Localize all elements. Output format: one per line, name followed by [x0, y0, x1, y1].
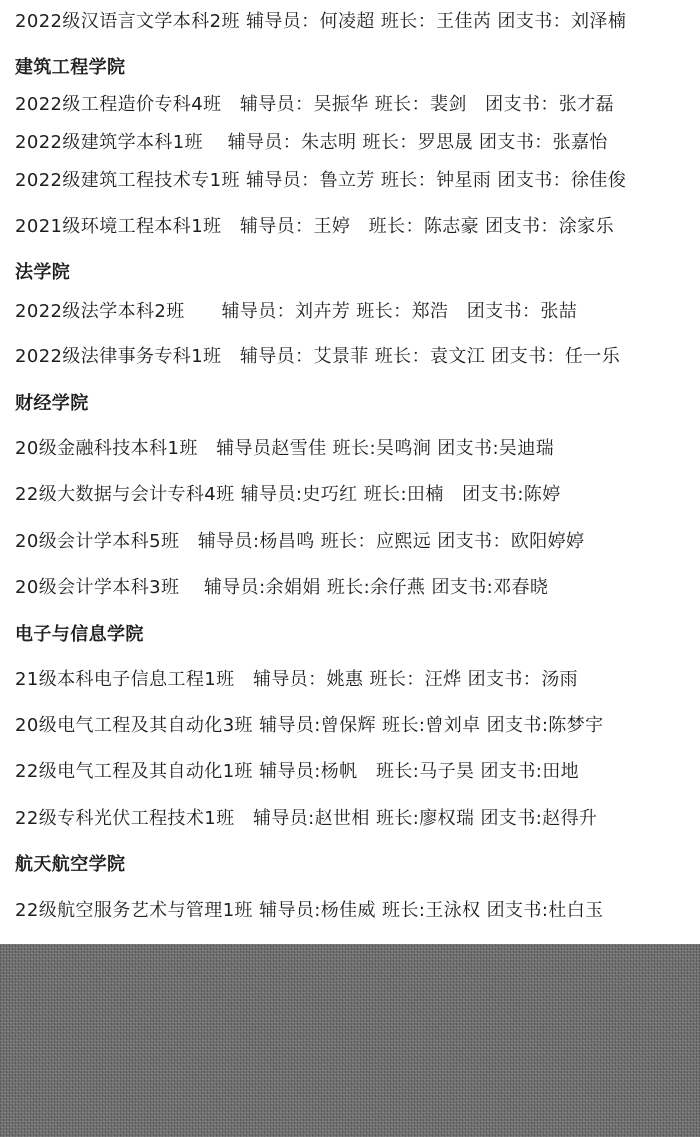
- class-entry: 2022级工程造价专科4班 辅导员：吴振华 班长：裴剑 团支书：张才磊: [15, 94, 614, 115]
- class-entry: 20级会计学本科3班 辅导员:余娟娟 班长:余仔燕 团支书:邓春晓: [15, 577, 549, 598]
- class-entry: 2021级环境工程本科1班 辅导员：王婷 班长：陈志豪 团支书：涂家乐: [15, 216, 614, 237]
- class-entry: 22级电气工程及其自动化1班 辅导员:杨帆 班长:马子昊 团支书:田地: [15, 761, 579, 782]
- section-heading-electronics: 电子与信息学院: [15, 624, 144, 645]
- class-entry: 22级专科光伏工程技术1班 辅导员:赵世相 班长:廖权瑞 团支书:赵得升: [15, 808, 598, 829]
- class-entry: 2022级法学本科2班 辅导员：刘卉芳 班长：郑浩 团支书：张喆: [15, 301, 578, 322]
- class-entry: 21级本科电子信息工程1班 辅导员：姚惠 班长：汪烨 团支书：汤雨: [15, 669, 578, 690]
- section-heading-finance: 财经学院: [15, 393, 89, 414]
- class-entry: 20级金融科技本科1班 辅导员赵雪佳 班长:吴鸣涧 团支书:吴迪瑞: [15, 438, 555, 459]
- class-entry: 2022级建筑学本科1班 辅导员：朱志明 班长：罗思晟 团支书：张嘉怡: [15, 132, 608, 153]
- class-entry: 20级电气工程及其自动化3班 辅导员:曾保辉 班长:曾刘卓 团支书:陈梦宇: [15, 715, 604, 736]
- class-entry: 20级会计学本科5班 辅导员:杨昌鸣 班长：应熙远 团支书：欧阳婷婷: [15, 531, 585, 552]
- class-entry: 22级航空服务艺术与管理1班 辅导员:杨佳威 班长:王泳权 团支书:杜白玉: [15, 900, 604, 921]
- class-entry: 22级大数据与会计专科4班 辅导员:史巧红 班长:田楠 团支书:陈婷: [15, 484, 561, 505]
- section-heading-architecture: 建筑工程学院: [15, 57, 126, 78]
- class-entry: 2022级建筑工程技术专1班 辅导员：鲁立芳 班长：钟星雨 团支书：徐佳俊: [15, 170, 627, 191]
- section-heading-law: 法学院: [15, 262, 71, 283]
- mosaic-redaction-block: [0, 944, 700, 1137]
- section-heading-aerospace: 航天航空学院: [15, 854, 126, 875]
- class-entry: 2022级法律事务专科1班 辅导员：艾景菲 班长：袁文江 团支书：任一乐: [15, 346, 621, 367]
- class-entry: 2022级汉语言文学本科2班 辅导员：何凌超 班长：王佳芮 团支书：刘泽楠: [15, 11, 627, 32]
